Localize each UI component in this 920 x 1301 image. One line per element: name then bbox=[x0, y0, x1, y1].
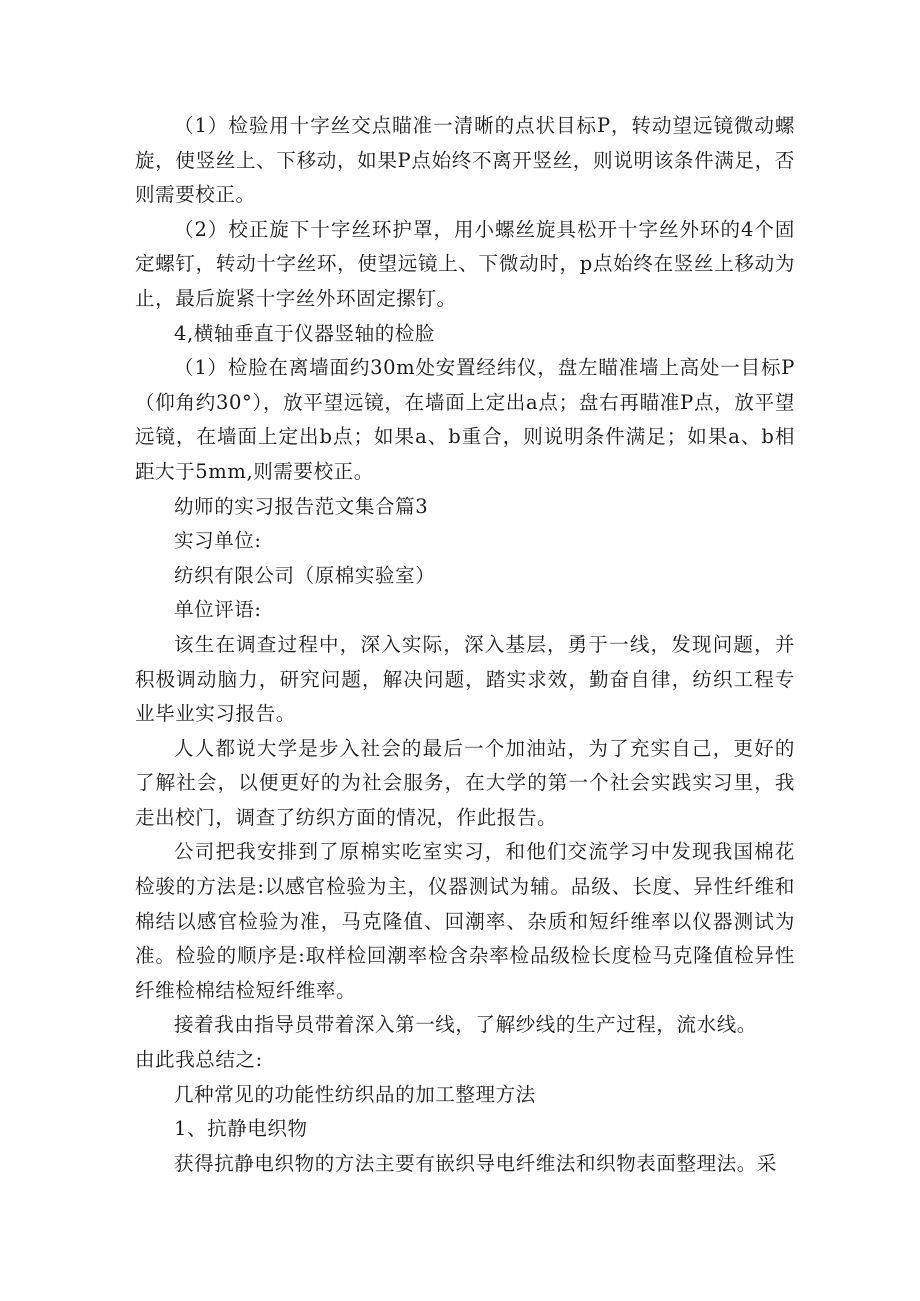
report-title: 幼师的实习报告范文集合篇3 bbox=[174, 494, 429, 518]
unit-comment-text: 该生在调查过程中，深入实际，深入基层，勇于一线，发现问题，并积极调动脑力，研究问题，解决问题，踏实求效，勤奋自律，纺织工程专业毕业实习报告。 bbox=[135, 632, 795, 726]
paragraph-introduction: 人人都说大学是步入社会的最后一个加油站，为了充实自己，更好的了解社会，以便更好的为社会服务，在大学的第一个社会实践实习里，我走出校门，调查了纺织方面的情况，作此报告。 bbox=[135, 736, 795, 829]
paragraph-horizontal-axis-check: （1）检脸在离墙面约30m处安置经纬仪，盘左瞄准墙上高处一目标P（仰角约30°），放平望远镜，在墙面上定出a点；盘右再瞄准P点，放平望远镜，在墙面上定出b点；如果a、b重合，则说明条件满足；如果a、b相距大于5mm,则需要校正。 bbox=[135, 356, 795, 483]
section-heading-horizontal-axis: 4,横轴垂直于仪器竖轴的检脸 bbox=[174, 321, 436, 345]
unit-comment-label: 单位评语: bbox=[174, 598, 262, 622]
paragraph-production-line: 接着我由指导员带着深入第一线，了解纱线的生产过程，流水线。 bbox=[174, 1013, 757, 1037]
section-heading-functional-textiles: 几种常见的功能性纺织品的加工整理方法 bbox=[174, 1082, 536, 1106]
paragraph-cotton-inspection: 公司把我安排到了原棉实吃室实习，和他们交流学习中发现我国棉花检骏的方法是:以感官检验为主，仪器测试为辅。品级、长度、异性纤维和棉结以感官检验为准，马克隆值、回潮率、杂质和短纤维率以仪器测试为准。检验的顺序是:取样检回潮率检含杂率检品级检长度检马克隆值检异性纤维检棉结检短纤维率。 bbox=[135, 840, 795, 1002]
document-body bbox=[135, 109, 795, 1181]
paragraph-summary-intro: 由此我总结之: bbox=[135, 1048, 263, 1072]
internship-unit-value: 纺织有限公司（原棉实验室） bbox=[174, 563, 436, 587]
subheading-antistatic-fabric: 1、抗静电织物 bbox=[174, 1117, 308, 1141]
paragraph-check-step-1: （1）检验用十字丝交点瞄准一清晰的点状目标P，转动望远镜微动螺旋，使竖丝上、下移动，如果P点始终不离开竖丝，则说明该条件满足，否则需要校正。 bbox=[135, 114, 795, 207]
paragraph-antistatic-methods: 获得抗静电织物的方法主要有嵌织导电纤维法和织物表面整理法。采 bbox=[174, 1151, 778, 1175]
paragraph-correct-step-2: （2）校正旋下十字丝环护罩，用小螺丝旋具松开十字丝外环的4个固定螺钉，转动十字丝环，使望远镜上、下微动时，p点始终在竖丝上移动为止，最后旋紧十字丝外环固定摞钉。 bbox=[135, 217, 795, 310]
internship-unit-label: 实习单位: bbox=[174, 529, 262, 553]
